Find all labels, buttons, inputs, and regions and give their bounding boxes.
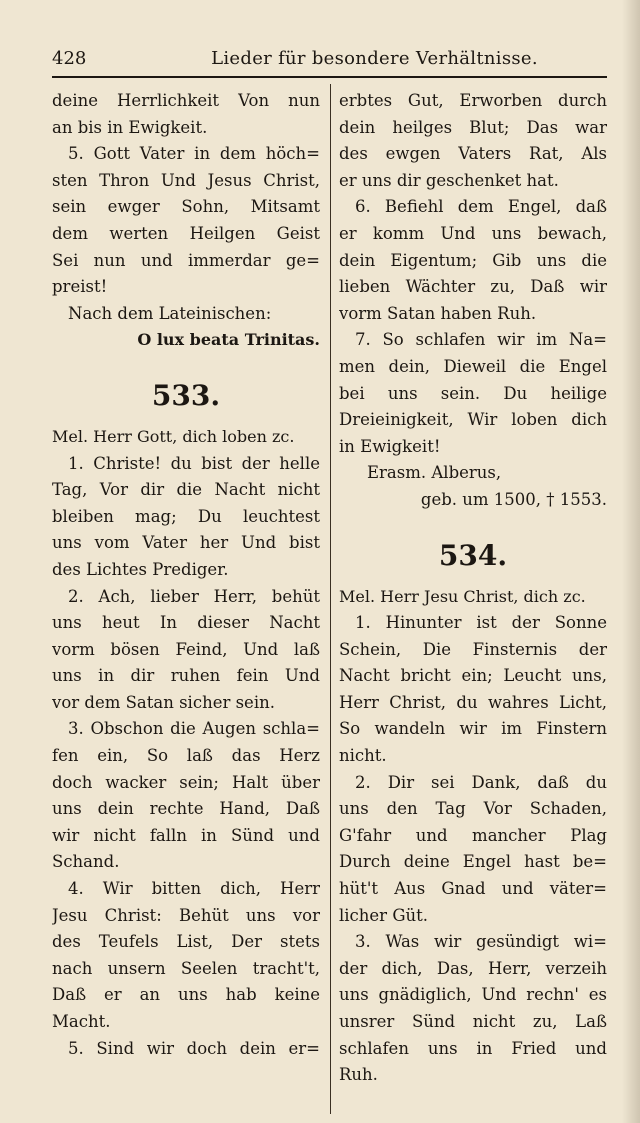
verse-line: des Teufels List, Der stets bbox=[52, 932, 320, 952]
text-line: an bis in Ewigkeit. bbox=[52, 117, 208, 137]
left-column bbox=[52, 88, 320, 1062]
verse-line: 6. Befiehl dem Engel, daß bbox=[355, 197, 607, 217]
verse-line: preist! bbox=[52, 277, 108, 297]
right-column bbox=[339, 88, 607, 1089]
verse-line: So wandeln wir im Finstern bbox=[339, 719, 607, 739]
verse-line: men dein, Dieweil die Engel bbox=[339, 356, 607, 376]
verse-line: hüt't Aus Gnad und väter= bbox=[339, 879, 607, 899]
verse-line: uns gnädiglich, Und rechn' es bbox=[339, 985, 607, 1005]
page-header bbox=[52, 44, 607, 74]
source-note: Nach dem Lateinischen: bbox=[68, 303, 272, 323]
verse-line: 3. Was wir gesündigt wi= bbox=[355, 932, 607, 952]
page-edge-shadow bbox=[622, 0, 640, 1123]
verse-line: G'fahr und mancher Plag bbox=[339, 825, 607, 845]
page-number: 428 bbox=[52, 48, 87, 69]
verse-line: der dich, Das, Herr, verzeih bbox=[339, 958, 607, 978]
verse-line: wir nicht falln in Sünd und bbox=[52, 825, 320, 845]
verse-line: lieben Wächter zu, Daß wir bbox=[339, 277, 607, 297]
verse-line: uns den Tag Vor Schaden, bbox=[339, 799, 607, 819]
verse-line: Nacht bricht ein; Leucht uns, bbox=[339, 666, 607, 686]
melody-line: Mel. Herr Gott, dich loben zc. bbox=[52, 426, 295, 446]
verse-line: 3. Obschon die Augen schla= bbox=[68, 719, 320, 739]
verse-line: Schand. bbox=[52, 852, 120, 872]
column-divider bbox=[330, 84, 331, 1114]
verse-line: 4. Wir bitten dich, Herr bbox=[68, 879, 320, 899]
verse-line: 5. Sind wir doch dein er= bbox=[68, 1038, 320, 1058]
verse-line: uns vom Vater her Und bist bbox=[52, 533, 320, 553]
verse-line: uns in dir ruhen fein Und bbox=[52, 666, 320, 686]
verse-line: schlafen uns in Fried und bbox=[339, 1038, 607, 1058]
verse-line: Herr Christ, du wahres Licht, bbox=[339, 692, 607, 712]
verse-line: Macht. bbox=[52, 1012, 111, 1031]
verse-line: nicht. bbox=[339, 746, 387, 766]
verse-line: unsrer Sünd nicht zu, Laß bbox=[339, 1012, 607, 1031]
verse-line: 5. Gott Vater in dem höch= bbox=[68, 144, 320, 164]
verse-line: fen ein, So laß das Herz bbox=[52, 746, 320, 766]
latin-title: O lux beata Trinitas. bbox=[137, 330, 320, 350]
verse-line: Sei nun und immerdar ge= bbox=[52, 250, 320, 270]
verse-line: des Lichtes Prediger. bbox=[52, 559, 229, 579]
verse-line: dein heilges Blut; Das war bbox=[339, 117, 607, 137]
verse-line: 1. Christe! du bist der helle bbox=[68, 453, 320, 473]
verse-line: vorm bösen Feind, Und laß bbox=[52, 639, 320, 659]
verse-line: vorm Satan haben Ruh. bbox=[339, 303, 537, 323]
verse-line: licher Güt. bbox=[339, 905, 429, 925]
verse-line: Dreieinigkeit, Wir loben dich bbox=[339, 410, 607, 430]
verse-line: in Ewigkeit! bbox=[339, 436, 441, 456]
verse-line: 2. Ach, lieber Herr, behüt bbox=[68, 586, 320, 606]
text-line: deine Herrlichkeit Von nun bbox=[52, 91, 320, 110]
author-dates: geb. um 1500, † 1553. bbox=[420, 489, 607, 509]
verse-line: Daß er an uns hab keine bbox=[52, 985, 320, 1005]
verse-line: Schein, Die Finsternis der bbox=[339, 639, 607, 659]
verse-line: vor dem Satan sicher sein. bbox=[52, 692, 275, 712]
verse-line: sein ewger Sohn, Mitsamt bbox=[52, 197, 320, 217]
verse-line: nach unsern Seelen tracht't, bbox=[52, 958, 320, 978]
melody-line: Mel. Herr Jesu Christ, dich zc. bbox=[339, 586, 586, 606]
verse-line: er komm Und uns bewach, bbox=[339, 223, 607, 243]
verse-line: er uns dir geschenket hat. bbox=[339, 170, 559, 190]
verse-line: sten Thron Und Jesus Christ, bbox=[52, 170, 320, 190]
verse-line: erbtes Gut, Erworben durch bbox=[339, 91, 607, 110]
verse-line: 2. Dir sei Dank, daß du bbox=[355, 772, 607, 792]
verse-line: dein Eigentum; Gib uns die bbox=[339, 250, 607, 270]
verse-line: Tag, Vor dir die Nacht nicht bbox=[52, 480, 320, 500]
verse-line: dem werten Heilgen Geist bbox=[52, 223, 320, 243]
verse-line: Ruh. bbox=[339, 1065, 378, 1085]
verse-line: Jesu Christ: Behüt uns vor bbox=[52, 905, 320, 925]
verse-line: Durch deine Engel hast be= bbox=[339, 852, 607, 872]
header-rule bbox=[52, 76, 607, 78]
verse-line: 1. Hinunter ist der Sonne bbox=[355, 613, 607, 633]
verse-line: 7. So schlafen wir im Na= bbox=[355, 330, 607, 350]
hymn-number: 534. bbox=[438, 538, 508, 572]
verse-line: bleiben mag; Du leuchtest bbox=[52, 506, 320, 526]
verse-line: doch wacker sein; Halt über bbox=[52, 772, 320, 792]
verse-line: des ewgen Vaters Rat, Als bbox=[339, 144, 607, 164]
verse-line: uns dein rechte Hand, Daß bbox=[52, 799, 320, 819]
verse-line: uns heut In dieser Nacht bbox=[52, 613, 320, 633]
verse-line: bei uns sein. Du heilige bbox=[339, 383, 607, 403]
running-title: Lieder für besondere Verhältnisse. bbox=[211, 48, 538, 69]
author-name: Erasm. Alberus, bbox=[367, 463, 502, 483]
hymn-number: 533. bbox=[151, 378, 221, 412]
